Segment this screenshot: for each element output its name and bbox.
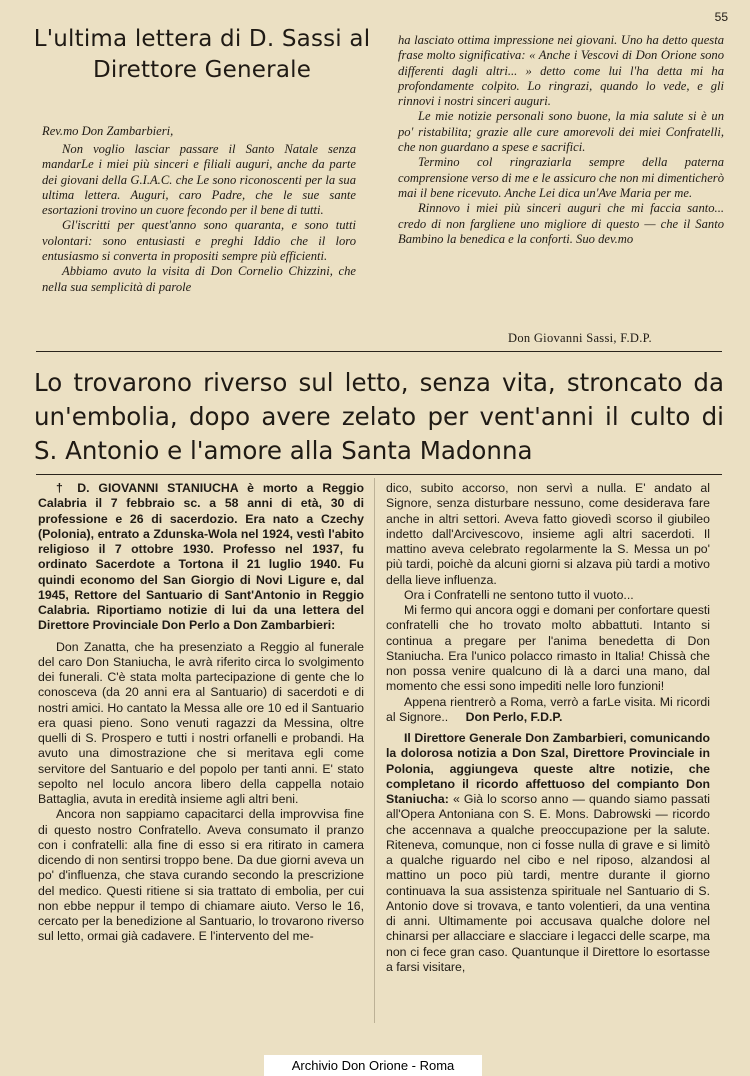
article-paragraph: dico, subito accorso, non servì a nulla. E' andato al Signore, senza disturbare nessuno, come desiderava fare anche in altri settori. Aveva fatto giovedì scorso il giubileo indetto dall'Arcivescovo, insieme agli altri sacerdoti. Il mattino aveva celebrato regolarmente la S. Messa un po' più tardi, poichè da alcuni giorni si alzava più tardi a motivo della lieve influenza. [386,481,710,587]
divider-rule [36,474,722,475]
perlo-signature: Don Perlo, F.D.P. [465,709,563,724]
article-headline: Lo trovarono riverso sul letto, senza vita, stroncato da un'embolia, dopo avere zelato per vent'anni il culto di S. Antonio e l'amore alla Santa Madonna [34,368,724,465]
obituary-intro: † D. GIOVANNI STANIUCHA è morto a Reggio Calabria il 7 febbraio sc. a 58 anni di età, 30 di professione e 26 di sacerdozio. Era nato a Czechy (Polonia), entrato a Zdunska-Wola nel 1924, vestì l'abito religioso il 7 ottobre 1930. Professo nel 1937, fu ordinato Sacerdote a Tortona il 21 luglio 1940. Fu quindi economo del San Giorgio di Novi Ligure e, dal 1945, Rettore del Santuario di Sant'Antonio in Reggio Calabria. Riportiamo notizie di lui da una lettera del Direttore Provinciale Don Perlo a Don Zambarbieri: [38,481,364,633]
letter-paragraph: Rinnovo i miei più sinceri auguri che mi faccia santo... credo di non fargliene uno migliore di questo — che il Santo Bambino la benedica e la conforti. Suo dev.mo [398,201,724,246]
article-paragraph: Mi fermo qui ancora oggi e domani per confortare questi confratelli che ho trovato molto abbattuti. Intanto si continua a pregare per l'anima benedetta di Don Staniucha. Era l'unico polacco rimasto in Italia! Chissà che non possa venire qualcuno di là a darci una mano, dal momento che essi sono impediti nelle loro funzioni! [386,603,710,694]
article-paragraph: Ora i Confratelli ne sentono tutto il vuoto... [404,587,634,602]
letter-paragraph: Termino col ringraziarla sempre della paterna comprensione verso di me e le assicuro che non mi dimenticherò mai il bene ricevuto. Anche Lei dica un'Ave Maria per me. [398,155,724,200]
article-paragraph [386,695,710,726]
article-paragraph: Ancora non sappiamo capacitarci della improvvisa fine di questo nostro Confratello. Aveva consumato il pranzo con i confratelli: alla fine di esso si era ritirato in camera dicendo di non sentirsi troppo bene. Da due giorni aveva un po' d'influenza, che stava curando secondo la prescrizione del medico. Questi ritiene si sia trattato di embolia, per cui non ebbe neppur il tempo di chiamare aiuto. Verso le 16, cercato per la benedizione al Santuario, lo trovarono riverso sul letto, ormai già cadavere. E l'intervento del me- [38,807,364,944]
article-paragraph [386,731,710,975]
letter-paragraph: Abbiamo avuto la visita di Don Cornelio Chizzini, che nella sua semplicità di parole [42,264,356,294]
letter-left-column [42,142,356,295]
second-letter-intro: Il Direttore Generale Don Zambarbieri, comunicando la dolorosa notizia a Don Szal, Direttore Provinciale in Polonia, aggiungeva queste altre notizie, che completano il ricordo affettuoso del compianto Don Staniucha: [386,731,710,806]
letter-right-column [398,33,724,247]
column-divider [374,478,375,1023]
closing-line: Appena rientrerò a Roma, verrò a farLe visita. Mi ricordi al Signore.. [386,694,710,724]
divider-rule [36,351,722,352]
letter-signature: Don Giovanni Sassi, F.D.P. [508,331,652,345]
second-letter-text: « Già lo scorso anno — quando siamo passati all'Opera Antoniana con S. E. Mons. Dabrowski — ricordo che accennava a qualche preoccupazione per la salute. Riteneva, comunque, non ci fosse nulla di grave e si limitò a qualche riguardo nel cibo e nel riposo, alzandosi al mattino un poco più tardi, mentre durante il giorno continuava la sua assistenza spirituale nel Santuario di S. Antonio dove si trovava, e tanto volentieri, da una ventina di anni. Ultimamente poi accusava qualche dolore nel chinarsi per allacciare e slacciare i legacci delle scarpe, ma non ci fece gran caso. Quantunque il Direttore lo esortasse a farsi visitare, [386,792,711,974]
letter-paragraph: Gl'iscritti per quest'anno sono quaranta, e sono tutti volontari: sono entusiasti e preghi Iddio che il loro entusiasmo si converta in propositi sempre più efficienti. [42,218,356,264]
letter-paragraph: ha lasciato ottima impressione nei giovani. Uno ha detto questa frase molto significativa: « Anche i Vescovi di Don Orione sono differenti dagli altri... » detto come lui l'ha detta mi ha profondamente colpito. Lo ringrazi, quando lo vede, e gli rinnovi i nostri sinceri auguri. [398,33,724,109]
letter-title: L'ultima lettera di D. Sassi al Direttore Generale [33,26,371,83]
page-number: 55 [714,10,728,24]
article-right-column [386,481,710,975]
letter-salutation: Rev.mo Don Zambarbieri, [42,124,174,138]
article-left-column [38,481,364,945]
article-paragraph: Don Zanatta, che ha presenziato a Reggio al funerale del caro Don Staniucha, le avrà riferito circa lo svolgimento dei funerali. C'è stata molta partecipazione di gente che lo conosceva (da 20 anni era al Santuario) di sacerdoti e di nostri amici. Ho cantato la Messa alle ore 10 ed il Santuario era quasi pieno. Sono venuti ragazzi da Messina, oltre quelli di S. Prospero e tutti i nostri orfanelli e probandi. Ha avuto una dimostrazione che si meritava egli come servitore del Santuario e del popolo per tanti anni. E' stato sepolto nel loculo ancora libero della cappella notaio Battaglia, avuta in eredità insieme agli altri beni. [38,639,364,806]
letter-paragraph: Non voglio lasciar passare il Santo Natale senza mandarLe i miei più sinceri e filiali auguri, anche da parte dei giovani della G.I.A.C. che Le sono riconoscenti per la sua ultima lettera. Auguri, caro Padre, che le sue sante esortazioni trovino un cuore fecondo per il bene di tutti. [42,142,356,218]
archive-watermark: Archivio Don Orione - Roma [264,1055,482,1076]
letter-paragraph: Le mie notizie personali sono buone, la mia salute si è un po' ristabilita; grazie alle cure amorevoli dei miei Confratelli, che non guardano a spese e sacrifici. [398,109,724,155]
